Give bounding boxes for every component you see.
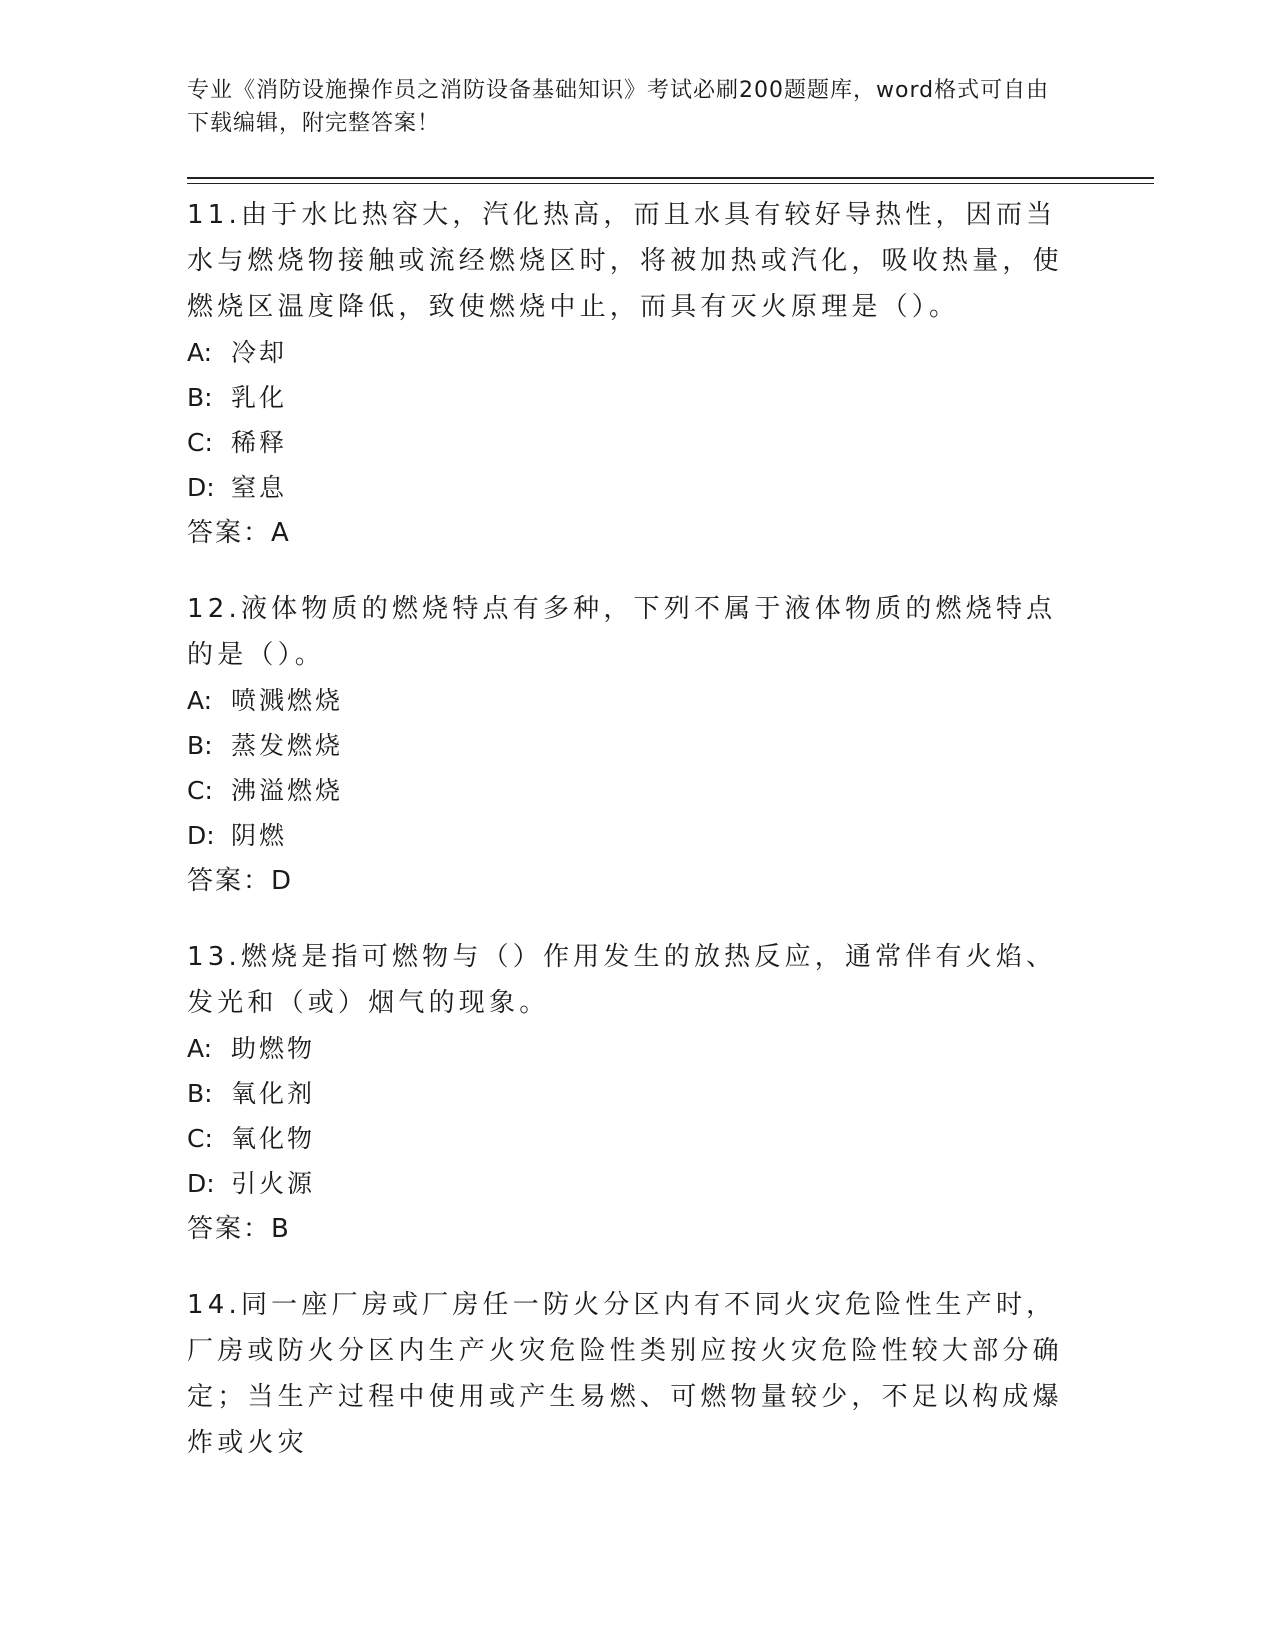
option-list: [187, 330, 1077, 510]
option-text: 氧化剂: [231, 1079, 316, 1108]
option-d: [187, 465, 1077, 510]
option-text: 阴燃: [231, 821, 288, 850]
header-divider-thick: [187, 177, 1154, 179]
option-text: 稀释: [231, 428, 288, 457]
option-c: [187, 1116, 1077, 1161]
option-text: 氧化物: [231, 1124, 316, 1153]
header-title: 专业《消防设施操作员之消防设备基础知识》考试必刷200题题库，word格式可自由下载编辑，附完整答案！: [187, 78, 1050, 136]
option-c: [187, 768, 1077, 813]
option-text: 冷却: [231, 338, 288, 367]
option-letter: D:: [187, 473, 215, 502]
option-a: [187, 1026, 1077, 1071]
option-letter: D:: [187, 821, 215, 850]
header-divider-thin: [187, 183, 1154, 184]
option-text: 引火源: [231, 1169, 316, 1198]
option-a: [187, 678, 1077, 723]
answer-line: 答案：B: [187, 1214, 291, 1244]
question-12: [187, 586, 1077, 904]
option-list: [187, 1026, 1077, 1206]
question-stem: 13.燃烧是指可燃物与（）作用发生的放热反应，通常伴有火焰、发光和（或）烟气的现象。: [187, 942, 1057, 1018]
option-text: 窒息: [231, 473, 288, 502]
option-text: 喷溅燃烧: [231, 686, 344, 715]
option-list: [187, 678, 1077, 858]
option-text: 乳化: [231, 383, 288, 412]
question-stem: 14.同一座厂房或厂房任一防火分区内有不同火灾危险性生产时，厂房或防火分区内生产火灾危险性类别应按火灾危险性较大部分确定；当生产过程中使用或产生易燃、可燃物量较少，不足以构成爆炸或火灾: [187, 1290, 1063, 1458]
option-c: [187, 420, 1077, 465]
option-letter: B:: [187, 383, 213, 412]
option-letter: D:: [187, 1169, 215, 1198]
option-b: [187, 375, 1077, 420]
option-a: [187, 330, 1077, 375]
answer-line: 答案：A: [187, 518, 291, 548]
option-d: [187, 1161, 1077, 1206]
option-letter: A:: [187, 1034, 213, 1063]
question-stem: 12.液体物质的燃烧特点有多种，下列不属于液体物质的燃烧特点的是（）。: [187, 594, 1057, 670]
option-letter: B:: [187, 731, 213, 760]
option-letter: A:: [187, 686, 213, 715]
answer-line: 答案：D: [187, 866, 294, 896]
option-text: 助燃物: [231, 1034, 316, 1063]
question-stem: 11.由于水比热容大，汽化热高，而且水具有较好导热性，因而当水与燃烧物接触或流经燃烧区时，将被加热或汽化，吸收热量，使燃烧区温度降低，致使燃烧中止，而具有灭火原理是（）。: [187, 200, 1063, 322]
option-letter: C:: [187, 428, 213, 457]
option-letter: C:: [187, 776, 213, 805]
option-d: [187, 813, 1077, 858]
question-13: [187, 934, 1077, 1252]
option-letter: B:: [187, 1079, 213, 1108]
option-text: 蒸发燃烧: [231, 731, 344, 760]
option-letter: C:: [187, 1124, 213, 1153]
option-b: [187, 1071, 1077, 1116]
document-header: [187, 74, 1067, 140]
option-text: 沸溢燃烧: [231, 776, 344, 805]
option-letter: A:: [187, 338, 213, 367]
question-14: [187, 1282, 1077, 1466]
question-11: [187, 192, 1077, 556]
option-b: [187, 723, 1077, 768]
question-list: [187, 192, 1077, 1496]
